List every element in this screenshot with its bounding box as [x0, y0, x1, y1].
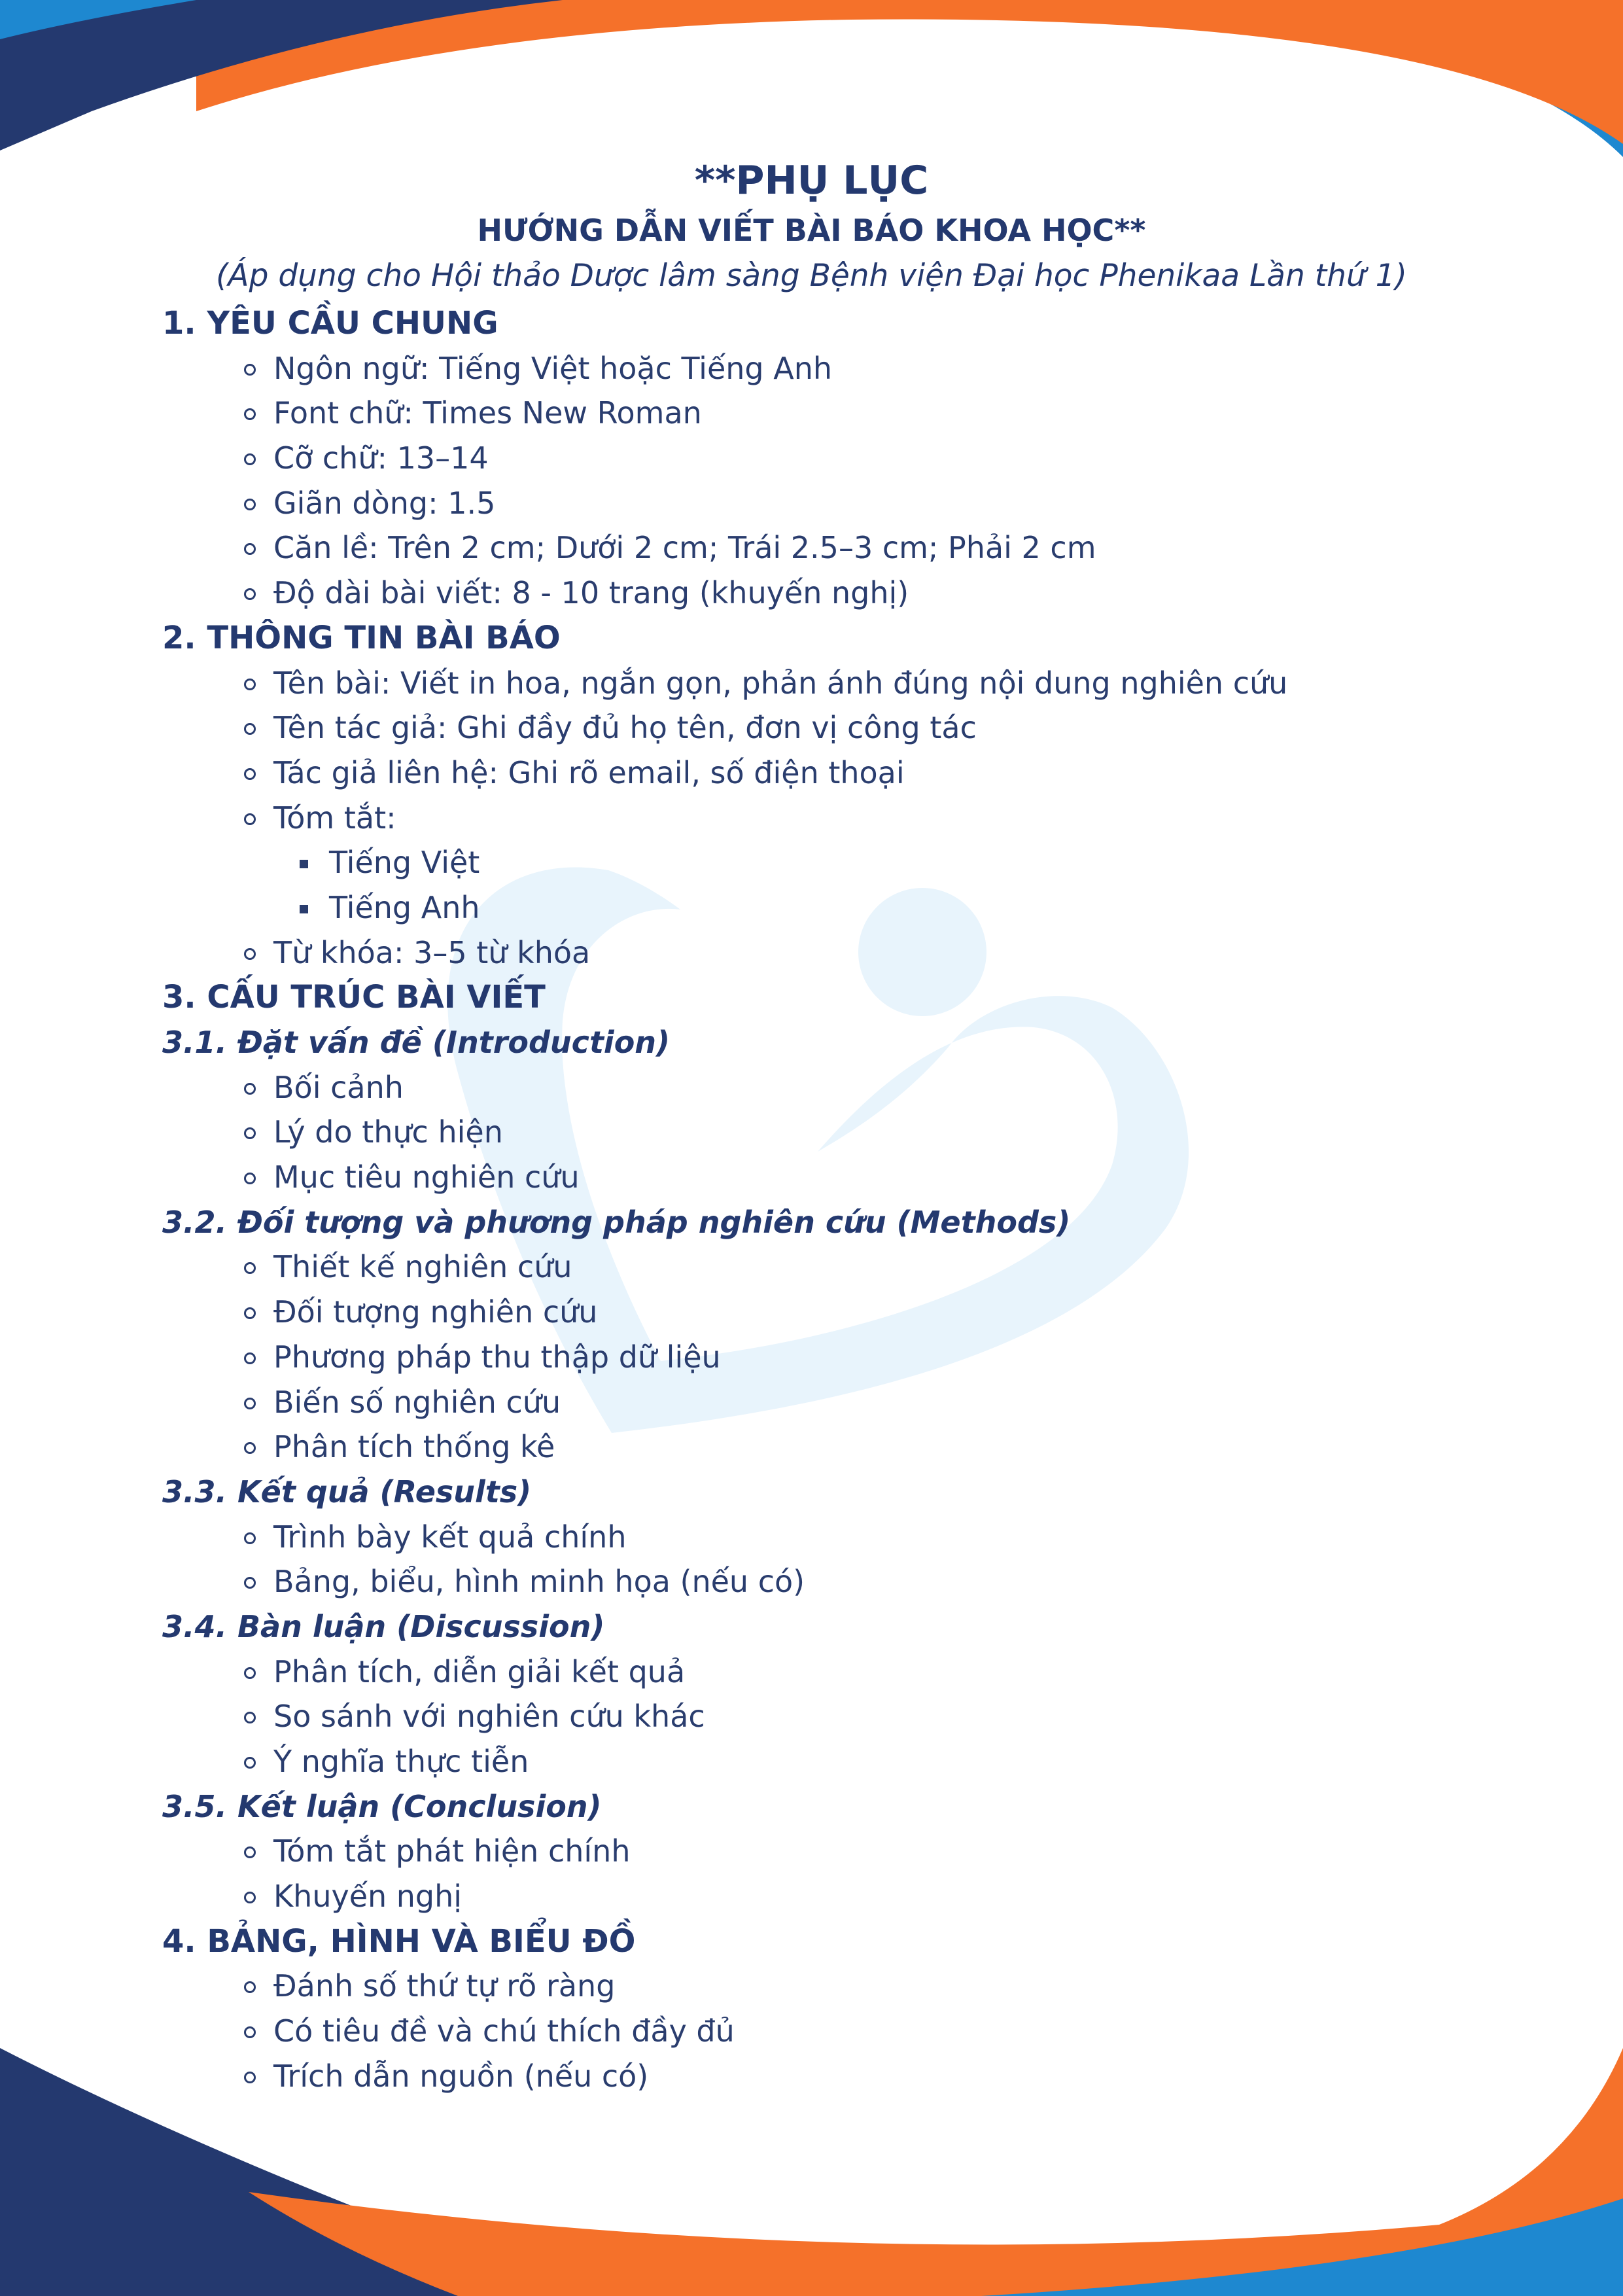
list-item: Ngôn ngữ: Tiếng Việt hoặc Tiếng Anh — [162, 346, 1503, 391]
list-item: Khuyến nghị — [162, 1874, 1503, 1919]
list-item: Căn lề: Trên 2 cm; Dưới 2 cm; Trái 2.5–3 cm; Phải 2 cm — [162, 525, 1503, 571]
list-item: Đối tượng nghiên cứu — [162, 1290, 1503, 1335]
list — [162, 1829, 1503, 1918]
list-item: Phân tích, diễn giải kết quả — [162, 1650, 1503, 1695]
list-item: Phương pháp thu thập dữ liệu — [162, 1335, 1503, 1380]
list-item: Độ dài bài viết: 8 - 10 trang (khuyến nghị) — [162, 571, 1503, 616]
list — [162, 1065, 1503, 1200]
subsection-heading: 3.5. Kết luận (Conclusion) — [162, 1788, 602, 1824]
document-subtitle: HƯỚNG DẪN VIẾT BÀI BÁO KHOA HỌC** — [477, 213, 1146, 248]
list — [162, 1964, 1503, 2098]
list-item: Đánh số thứ tự rõ ràng — [162, 1964, 1503, 2009]
sections — [162, 301, 1503, 2099]
list-item: Lý do thực hiện — [162, 1110, 1503, 1155]
list-item: Tên bài: Viết in hoa, ngắn gọn, phản ánh đúng nội dung nghiên cứu — [162, 661, 1503, 706]
list-item: Cỡ chữ: 13–14 — [162, 436, 1503, 481]
sub-list-item: Tiếng Anh — [162, 885, 1503, 930]
document-note: (Áp dụng cho Hội thảo Dược lâm sàng Bệnh viện Đại học Phenikaa Lần thứ 1) — [216, 258, 1407, 294]
list — [162, 661, 1503, 976]
section-heading: 3. CẤU TRÚC BÀI VIẾT — [162, 979, 546, 1016]
section-heading: 4. BẢNG, HÌNH VÀ BIỂU ĐỒ — [162, 1922, 636, 1960]
list-item: Tóm tắt: — [162, 796, 1503, 841]
list-item: Tác giả liên hệ: Ghi rõ email, số điện thoại — [162, 751, 1503, 796]
list — [162, 1650, 1503, 1784]
section-heading: 1. YÊU CẦU CHUNG — [162, 305, 498, 342]
subsection-heading: 3.1. Đặt vấn đề (Introduction) — [162, 1025, 671, 1060]
list-item: Trình bày kết quả chính — [162, 1515, 1503, 1560]
document-title: **PHỤ LỤC — [694, 158, 929, 203]
subsection-heading: 3.3. Kết quả (Results) — [162, 1474, 532, 1510]
subsection-heading: 3.4. Bàn luận (Discussion) — [162, 1608, 605, 1644]
list-item: Ý nghĩa thực tiễn — [162, 1739, 1503, 1784]
list — [162, 1245, 1503, 1469]
subsection-heading: 3.2. Đối tượng và phương pháp nghiên cứu (Methods) — [162, 1204, 1071, 1240]
list-item: Biến số nghiên cứu — [162, 1380, 1503, 1425]
list-item: Tên tác giả: Ghi đầy đủ họ tên, đơn vị công tác — [162, 705, 1503, 751]
sub-list-item: Tiếng Việt — [162, 840, 1503, 885]
list-item: Trích dẫn nguồn (nếu có) — [162, 2054, 1503, 2099]
list-item: Bảng, biểu, hình minh họa (nếu có) — [162, 1559, 1503, 1604]
list-item: Thiết kế nghiên cứu — [162, 1245, 1503, 1290]
list-item: Tóm tắt phát hiện chính — [162, 1829, 1503, 1874]
list-item: Có tiêu đề và chú thích đầy đủ — [162, 2009, 1503, 2054]
list — [162, 346, 1503, 616]
list-item: So sánh với nghiên cứu khác — [162, 1694, 1503, 1739]
list-item: Phân tích thống kê — [162, 1424, 1503, 1470]
list — [162, 1515, 1503, 1604]
list-item: Bối cảnh — [162, 1065, 1503, 1110]
list-item: Mục tiêu nghiên cứu — [162, 1155, 1503, 1200]
section-heading: 2. THÔNG TIN BÀI BÁO — [162, 619, 561, 656]
list-item: Font chữ: Times New Roman — [162, 391, 1503, 436]
list-item: Giãn dòng: 1.5 — [162, 481, 1503, 526]
list-item: Từ khóa: 3–5 từ khóa — [162, 930, 1503, 976]
